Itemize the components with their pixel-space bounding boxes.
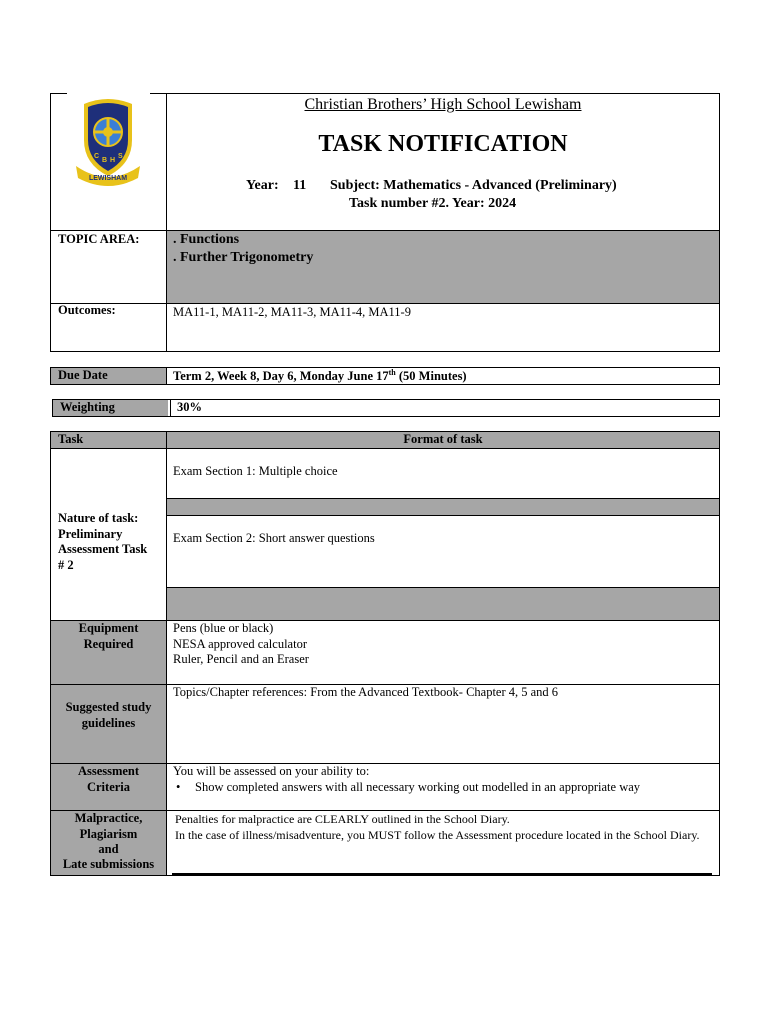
weighting-divider (170, 399, 171, 417)
subject-line: Subject: Mathematics - Advanced (Preliminary) (330, 178, 617, 193)
weighting-value: 30% (177, 400, 202, 414)
outcomes-label: Outcomes: (58, 303, 116, 317)
malpractice-label: Plagiarism (79, 827, 138, 841)
topic-bottom-rule (50, 303, 720, 304)
year-value: 11 (293, 178, 307, 193)
rule (166, 515, 720, 516)
logo-cell-gap (67, 92, 150, 95)
malpractice-text-2: In the case of illness/misadventure, you MUST follow the Assessment procedure located in the School Diary. (175, 828, 700, 842)
exam-section-2: Exam Section 2: Short answer questions (173, 531, 375, 545)
due-date-divider (166, 367, 167, 385)
crest-icon (72, 96, 144, 188)
equipment-item: Pens (blue or black) (173, 621, 274, 635)
topic-item: . Further Trigonometry (173, 250, 314, 265)
spacer-row (167, 588, 719, 620)
school-logo (72, 96, 144, 188)
outcomes-value: MA11-1, MA11-2, MA11-3, MA11-4, MA11-9 (173, 305, 411, 319)
equipment-label: Required (83, 637, 134, 651)
malpractice-label: and (98, 842, 119, 856)
criteria-list (173, 780, 713, 795)
page-title: TASK NOTIFICATION (318, 131, 568, 157)
svg-text:B: B (102, 157, 108, 164)
nature-line: Nature of task: (58, 511, 139, 525)
col-task-header: Task (58, 432, 84, 446)
svg-text:H: H (110, 157, 116, 164)
due-date-suffix: th (388, 368, 396, 377)
malpractice-label: Malpractice, (74, 811, 143, 825)
exam-section-1: Exam Section 1: Multiple choice (173, 464, 338, 478)
malpractice-text-1: Penalties for malpractice are CLEARLY outlined in the School Diary. (175, 812, 510, 826)
criteria-bullet: • Show completed answers with all necessary working out modelled in an appropriate way (173, 780, 713, 795)
svg-text:LEWISHAM: LEWISHAM (88, 175, 128, 182)
criteria-label: Criteria (86, 780, 131, 794)
nature-line: Preliminary (58, 527, 123, 541)
malpractice-label: Late submissions (62, 857, 155, 871)
topic-row (167, 231, 719, 303)
due-date-duration: (50 Minutes) (395, 369, 467, 384)
nature-line: Assessment Task (58, 542, 148, 556)
topic-item: . Functions (173, 232, 240, 247)
nature-line: # 2 (58, 558, 74, 572)
equipment-item: NESA approved calculator (173, 637, 307, 651)
study-label: guidelines (81, 716, 136, 730)
weighting-label: Weighting (60, 400, 115, 414)
spacer-row (167, 499, 719, 515)
equipment-item: Ruler, Pencil and an Eraser (173, 652, 309, 666)
study-label: Suggested study (65, 700, 152, 714)
rule (50, 448, 720, 449)
year-label: Year: (246, 178, 279, 193)
svg-text:S: S (118, 153, 123, 160)
school-name: Christian Brothers’ High School Lewisham (304, 96, 582, 113)
due-date-text: Term 2, Week 8, Day 6, Monday June 17 (173, 369, 389, 384)
criteria-intro: You will be assessed on your ability to: (173, 764, 370, 778)
signature-rule (172, 873, 712, 875)
topic-label: TOPIC AREA: (58, 232, 140, 246)
equipment-label: Equipment (78, 621, 139, 635)
task-number-line: Task number #2. Year: 2024 (349, 196, 517, 211)
criteria-label: Assessment (77, 764, 140, 778)
due-date-value (173, 368, 467, 384)
svg-text:C: C (94, 153, 100, 160)
due-date-label: Due Date (58, 368, 108, 382)
col-format-header: Format of task (403, 432, 483, 446)
study-text: Topics/Chapter references: From the Advanced Textbook- Chapter 4, 5 and 6 (173, 685, 559, 699)
